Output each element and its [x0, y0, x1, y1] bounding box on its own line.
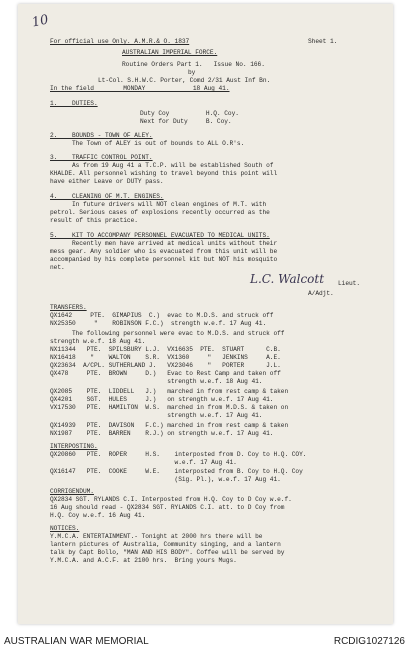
kit-line-4: net. — [50, 264, 65, 271]
section-engines-title: 4. CLEANING OF M.T. ENGINES. — [50, 193, 164, 200]
orders-title: Routine Orders Part 1. Issue No. 166. — [122, 61, 265, 68]
transfers-title: TRANSFERS. — [50, 304, 87, 311]
document-sheet — [18, 4, 393, 624]
next-for-duty: Next for Duty B. Coy. — [140, 118, 232, 125]
margin-note: 10 — [30, 12, 50, 31]
engines-line-1: In future drivers will NOT clean engines of M.T. with — [50, 201, 267, 208]
engines-line-3: result of this practice. — [50, 217, 138, 224]
corrigendum-line: QX2834 SGT. RYLANDS C.I. Interposted from H.Q. Coy to D Coy w.e.f. — [50, 496, 292, 503]
transfer-line: NX25350 " ROBINSON F.C.) strength w.e.f. 17 Aug 41. — [50, 320, 267, 327]
transfer-line: NX1987 PTE. BARREN R.J.) on strength w.e.f. 17 Aug 41. — [50, 430, 274, 437]
force-heading: AUSTRALIAN IMPERIAL FORCE. — [122, 49, 218, 56]
kit-line-1: Recently men have arrived at medical units without their — [50, 240, 278, 247]
transfer-line: NX11344 PTE. SPILSBURY L.J. VX16635 PTE. STUART C.B. — [50, 346, 281, 353]
section-duties-title: 1. DUTIES. — [50, 100, 98, 107]
interposting-line: QX16147 PTE. COOKE W.E. interposted from B. Coy to H.Q. Coy — [50, 468, 303, 475]
interposting-line: QX20860 PTE. ROPER H.S. interposted from D. Coy to H.Q. COY. — [50, 451, 307, 458]
transfer-line: strength w.e.f. 18 Aug 41. — [50, 378, 263, 385]
transfer-line: QX478 PTE. BROWN D.) Evac to Rest Camp and taken off — [50, 370, 281, 377]
traffic-line-1: As from 19 Aug 41 a T.C.P. will be established South of — [50, 162, 274, 169]
transfer-line: QX4201 SGT. HULES J.) on strength w.e.f. 17 Aug 41. — [50, 396, 274, 403]
notice-line: Y.M.C.A. ENTERTAINMENT.- Tonight at 2000 hrs there will be — [50, 533, 263, 540]
kit-line-3: accompanied by his complete personnel kit but NOT his mosquito — [50, 256, 278, 263]
notice-line: lantern pictures of Australia, Community singing, and a lantern — [50, 541, 281, 548]
corrigendum-line: H.Q. Coy w.e.f. 16 Aug 41. — [50, 512, 146, 519]
signature-role: A/Adjt. — [308, 290, 334, 297]
section-kit-title: 5. KIT TO ACCOMPANY PERSONNEL EVACUATED TO MEDICAL UNITS. — [50, 232, 270, 239]
transfer-line: QX2085 PTE. LIDDELL J.) marched in from rest camp & taken — [50, 388, 289, 395]
archive-footer — [0, 628, 409, 654]
section-traffic-title: 3. TRAFFIC CONTROL POINT. — [50, 154, 153, 161]
transfer-line: NX16418 " WALTON S.R. VX1360 " JENKINS A.E. — [50, 354, 281, 361]
archive-name: AUSTRALIAN WAR MEMORIAL — [4, 636, 149, 647]
transfer-line: QX1642 PTE. GIMAPIUS C.) evac to M.D.S. and struck off — [50, 312, 274, 319]
corrigendum-title: CORRIGENDUM. — [50, 488, 94, 495]
interposting-line: (Sig. Pl.), w.e.f. 17 Aug 41. — [50, 476, 281, 483]
traffic-line-3: have either Leave or DUTY pass. — [50, 178, 164, 185]
transfer-line: The following personnel were evac to M.D.S. and struck off — [50, 330, 285, 337]
signature-rank: Lieut. — [338, 280, 360, 287]
interposting-title: INTERPOSTING. — [50, 443, 98, 450]
traffic-line-2: KHALDE. All personnel wishing to travel beyond this point will — [50, 170, 278, 177]
kit-line-2: mess gear. Any soldier who is evacuated from this unit will be — [50, 248, 278, 255]
bounds-text: The Town of ALEY is out of bounds to ALL O.R's. — [50, 140, 245, 147]
notice-line: Y.M.C.A. and A.C.F. at 2100 hrs. Bring yours Mugs. — [50, 557, 237, 564]
adjutant-signature: L.C. Walcott — [250, 272, 325, 286]
transfer-line: QX14939 PTE. DAVISON F.C.) marched in from rest camp & taken — [50, 422, 289, 429]
transfer-line: VX17530 PTE. HAMILTON W.S. marched in from M.D.S. & taken on — [50, 404, 289, 411]
transfer-line: QX23634 A/CPL. SUTHERLAND J. VX23046 " PORTER J.L. — [50, 362, 281, 369]
notice-line: talk by Capt Bollo, "MAN AND HIS BODY". Coffee will be served by — [50, 549, 285, 556]
notices-title: NOTICES. — [50, 525, 80, 532]
engines-line-2: petrol. Serious cases of explosions recently occurred as the — [50, 209, 270, 216]
sheet-number: Sheet 1. — [308, 38, 338, 45]
by-line: by — [188, 69, 196, 76]
duty-coy: Duty Coy H.Q. Coy. — [140, 110, 239, 117]
section-bounds-title: 2. BOUNDS - TOWN OF ALEY. — [50, 132, 153, 139]
official-use-line: For official use Only. A.M.R.& O. 1837 — [50, 38, 190, 45]
transfer-line: strength w.e.f. 18 Aug 41. — [50, 338, 146, 345]
interposting-line: w.e.f. 17 Aug 41. — [50, 459, 237, 466]
field-date-line: In the field MONDAY 18 Aug 41. — [50, 85, 230, 92]
commander-line: Lt-Col. S.H.W.C. Porter, Comd 2/31 Aust Inf Bn. — [98, 77, 271, 84]
corrigendum-line: 16 Aug should read - QX2834 SGT. RYLANDS C.I. att. to D Coy from — [50, 504, 285, 511]
archive-reference: RCDIG1027126 — [333, 636, 405, 647]
transfer-line: strength w.e.f. 17 Aug 41. — [50, 412, 263, 419]
